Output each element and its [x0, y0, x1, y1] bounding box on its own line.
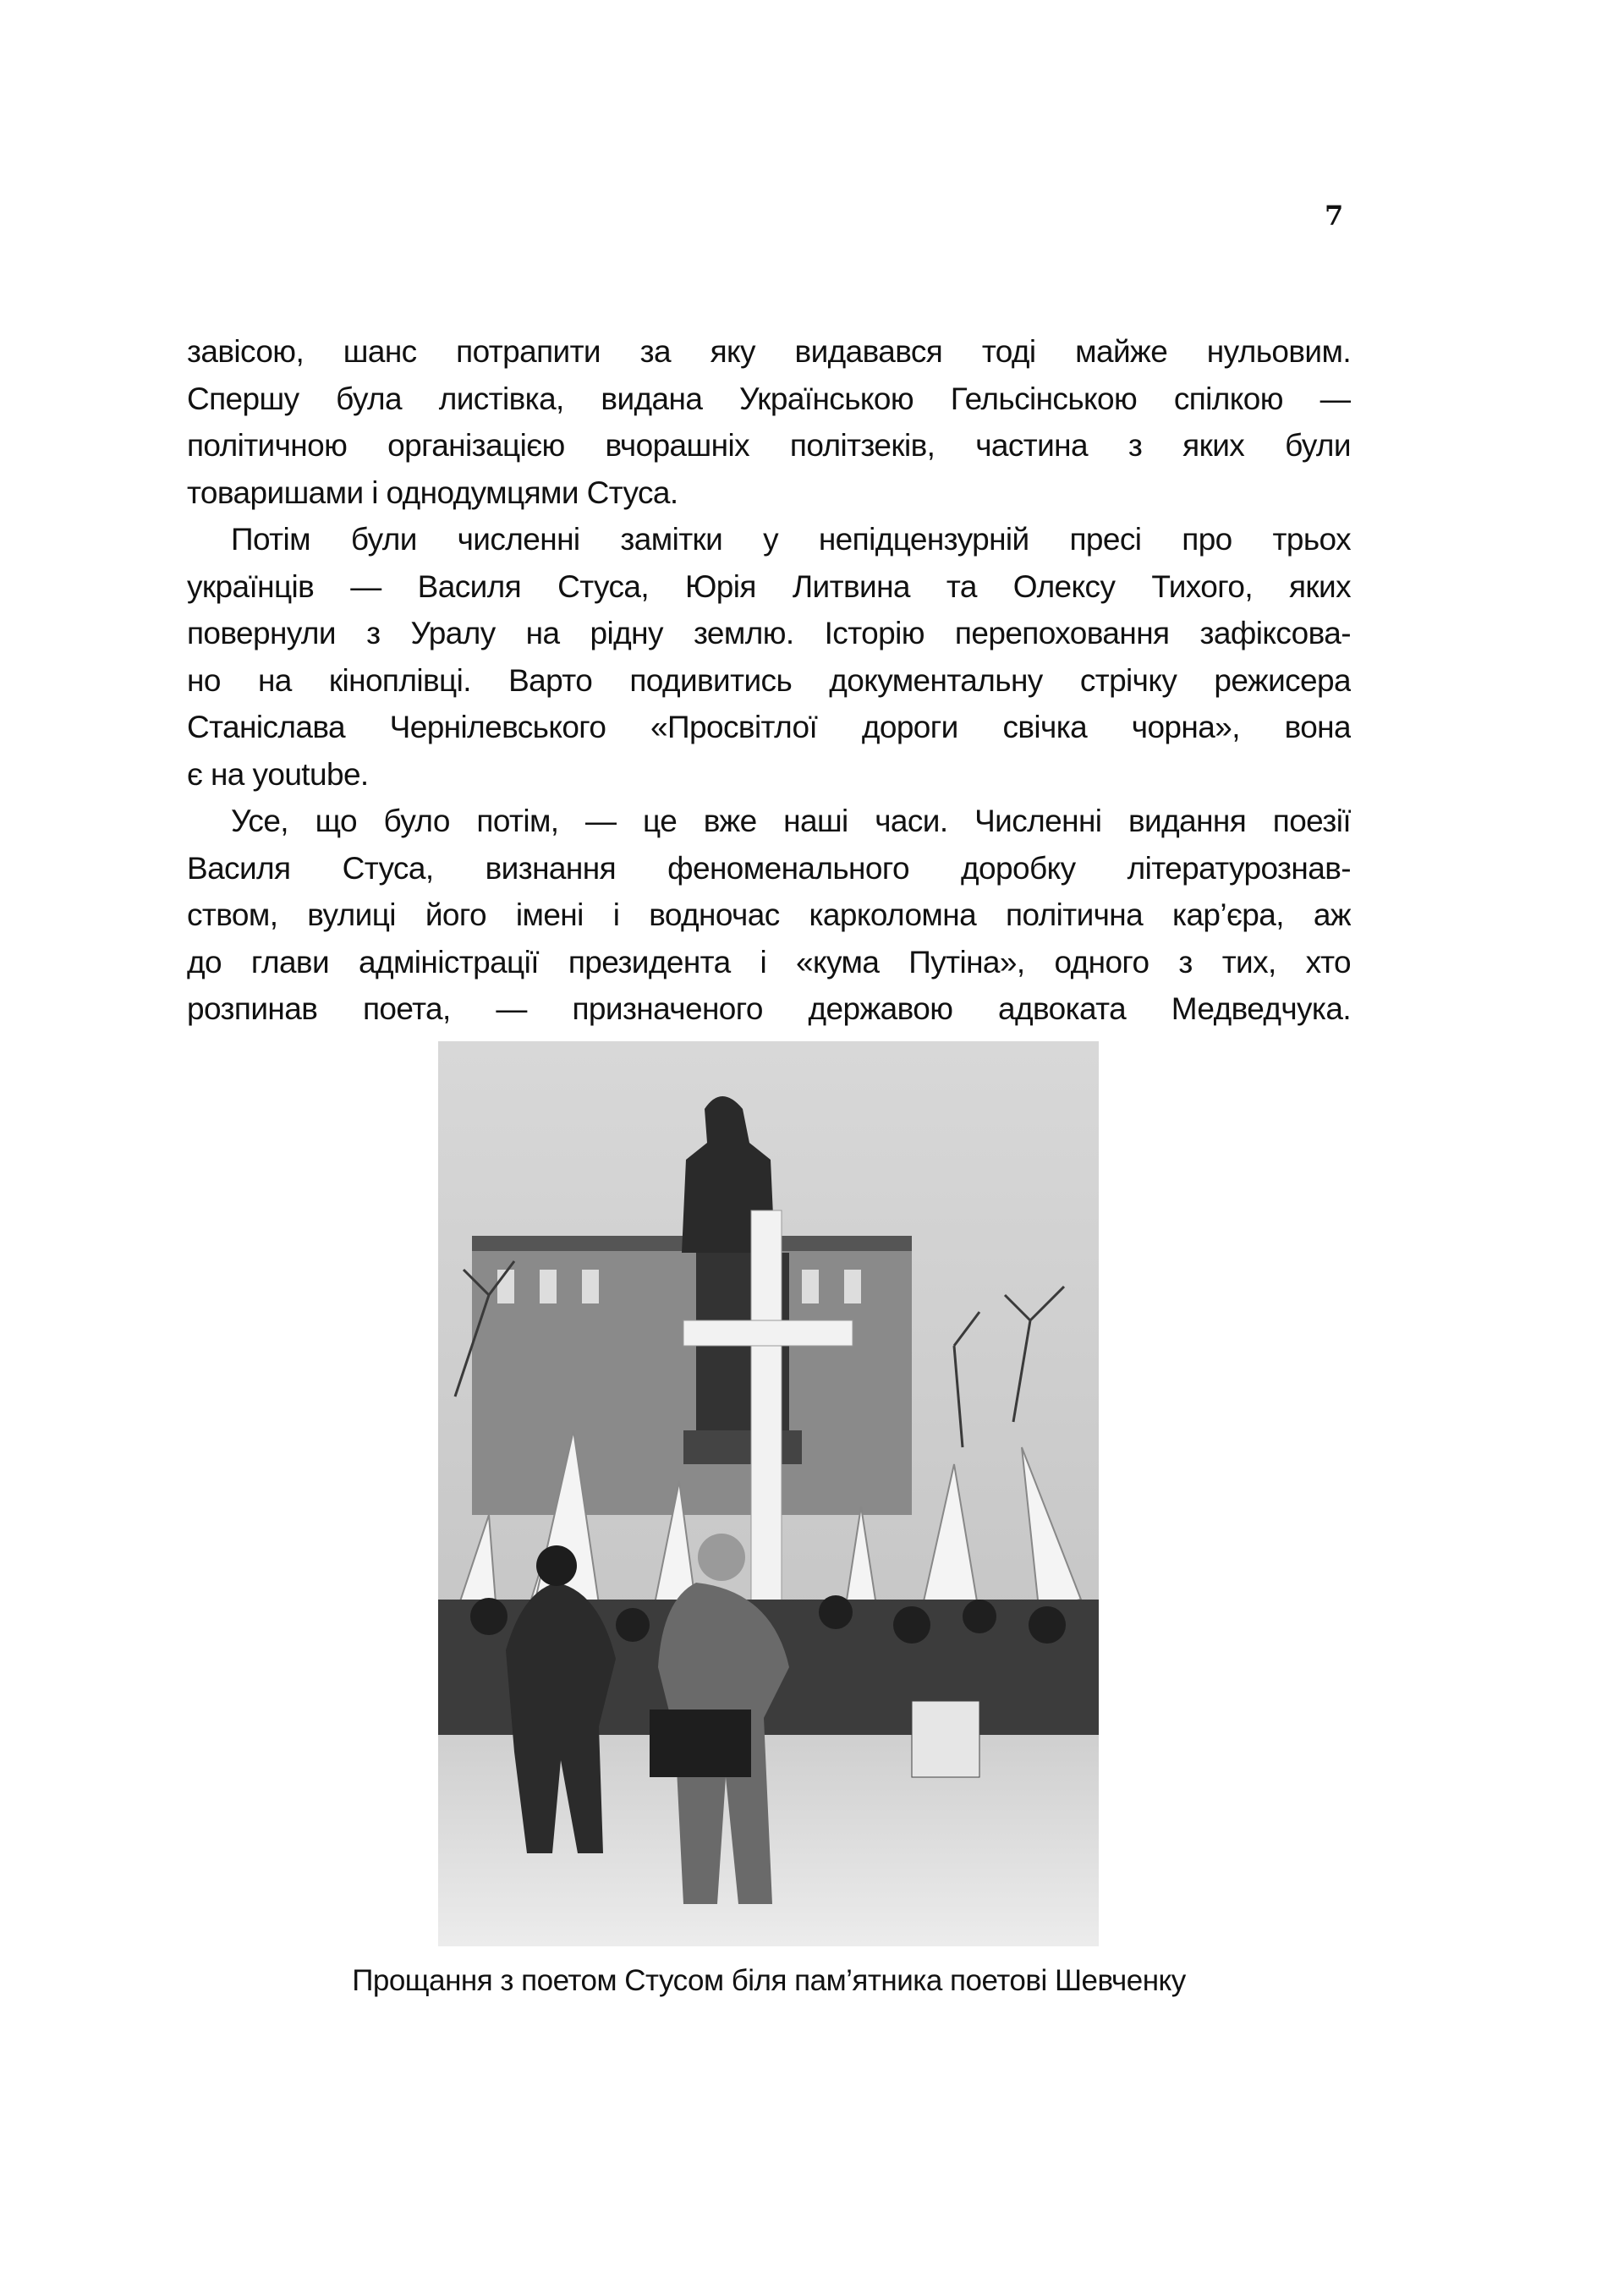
text-line: політичною організацією вчорашніх політзеків, частина з яких були — [187, 428, 1351, 463]
photo-caption: Прощання з поетом Стусом біля пам’ятника поетові Шевченку — [352, 1964, 1186, 1997]
text-line: розпинав поета, — призначеного державою адвоката Медведчука. — [187, 991, 1351, 1026]
photo-image — [438, 1041, 1099, 1946]
text-line: до глави адміністрації президента і «кума Путіна», одного з тих, хто — [187, 944, 1351, 980]
text-line: завісою, шанс потрапити за яку видавався тоді майже нульовим. — [187, 334, 1351, 369]
text-line: Потім були численні замітки у непідцензурній пресі про трьох — [231, 522, 1351, 557]
text-line: повернули з Уралу на рідну землю. Історію перепоховання зафіксова- — [187, 616, 1351, 650]
text-line: є на youtube. — [187, 756, 369, 792]
text-line: ством, вулиці його імені і водночас карколомна політична кар’єра, аж — [187, 897, 1351, 932]
body-text — [187, 328, 1351, 1033]
text-line: Василя Стуса, визнання феноменального доробку літературознав- — [187, 850, 1351, 886]
page-number: 7 — [1325, 200, 1344, 232]
photo-farewell-at-shevchenko-monument — [438, 1041, 1099, 1946]
text-line: українців — Василя Стуса, Юрія Литвина та Олексу Тихого, яких — [187, 568, 1351, 604]
text-line: Спершу була листівка, видана Українською Гельсінською спілкою — — [187, 381, 1351, 416]
text-line: но на кіноплівці. Варто подивитись документальну стрічку режисера — [187, 662, 1351, 698]
text-line: Станіслава Чернілевського «Просвітлої дороги свічка чорна», вона — [187, 710, 1351, 744]
text-line: Усе, що було потім, — це вже наші часи. Численні видання поезії — [231, 804, 1351, 838]
text-line: товаришами і однодумцями Стуса. — [187, 475, 678, 510]
